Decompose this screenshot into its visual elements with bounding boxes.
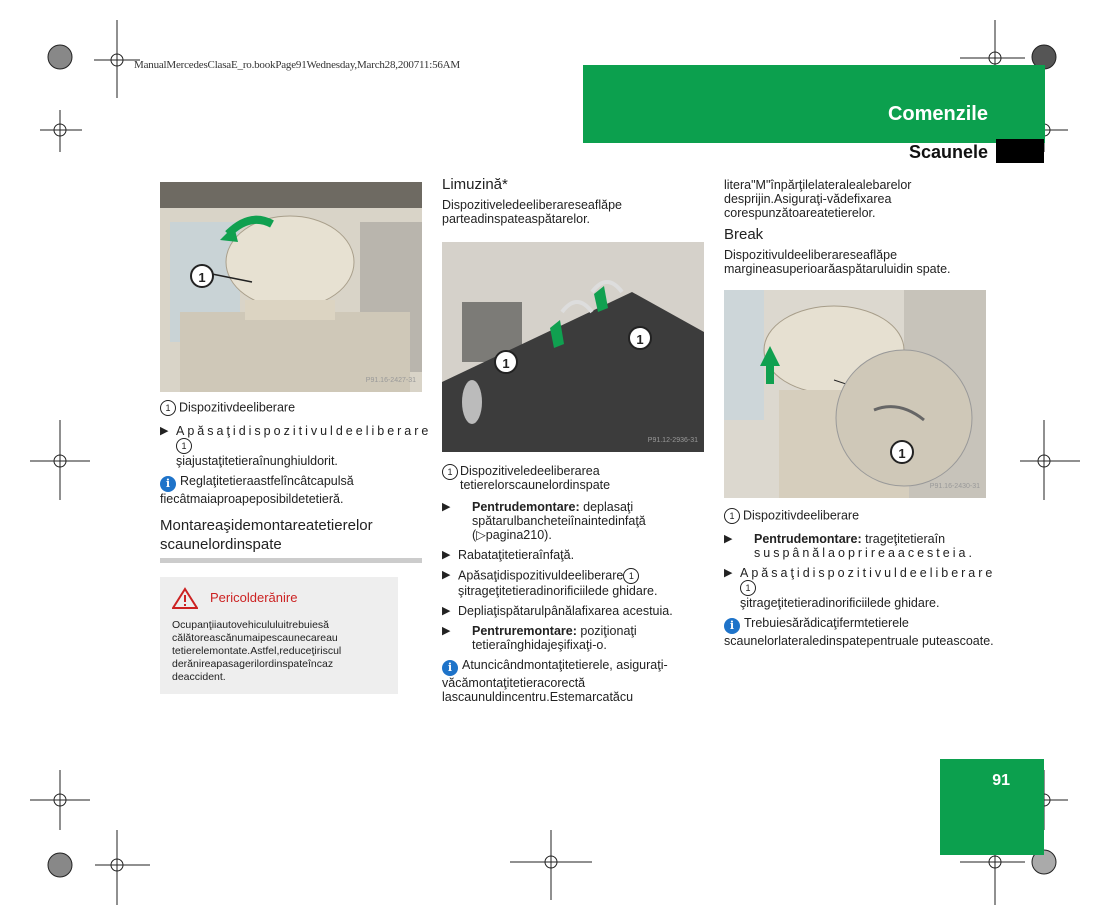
- column-1: [160, 182, 432, 694]
- photo-illustration: [442, 242, 704, 452]
- limuzina-heading: Limuzină*: [442, 176, 508, 193]
- step-item: [442, 548, 704, 562]
- step-text: deplasaţi spătarulbancheteiînaintedinfaţă (▷pagina210).: [472, 500, 646, 542]
- caption-text: Dispozitiveledeeliberarea tetierelorscaunelordinspate: [460, 464, 611, 492]
- release-photo-limuzina: [442, 242, 704, 452]
- callout-1-right: 1: [628, 326, 652, 350]
- bullet-arrow-icon: ▶: [724, 533, 733, 545]
- photo-code: P91.16-2427-31: [365, 377, 416, 384]
- info-icon: i: [442, 660, 458, 676]
- step-text-cont: şitrageţitetieradinorificiilede ghidare.: [740, 596, 940, 610]
- section-heading: Montareaşidemontareatetierelor scaunelordinspate: [160, 516, 422, 563]
- warning-header: [172, 587, 386, 609]
- step-item: [442, 604, 704, 618]
- warning-text: Ocupanţiiautovehicululuitrebuiesă călătoreascănumaipescaunecareau tetierelemontate.Astfel,reduceţiriscul derănireapasagerilordinspateîncaz deaccident.: [172, 619, 342, 683]
- step-label: Pentrudemontare:: [754, 532, 862, 546]
- step-item: [724, 566, 994, 610]
- bullet-arrow-icon: ▶: [442, 605, 451, 617]
- caption-number: 1: [160, 400, 176, 416]
- warning-triangle-icon: [172, 587, 198, 609]
- info-text: Trebuiesărădicaţifermtetierele scaunelorlateraledinspatepentruale puteascoate.: [724, 616, 994, 648]
- info-icon: i: [160, 476, 176, 492]
- photo-caption: [160, 400, 422, 416]
- headrest-photo-break: [724, 290, 986, 498]
- caption-number: 1: [724, 508, 740, 524]
- photo-code: P91.12-2936-31: [647, 437, 698, 444]
- bullet-arrow-icon: ▶: [442, 625, 451, 637]
- step-label: Pentruremontare:: [472, 624, 577, 638]
- info-note: [160, 474, 422, 506]
- bullet-arrow-icon: ▶: [442, 549, 451, 561]
- step-number: 1: [623, 568, 639, 584]
- step-item: [442, 500, 704, 542]
- step-item: [160, 424, 432, 468]
- step-text: Depliaţispătarulpânălafixarea acestuia.: [458, 604, 673, 618]
- callout-1: 1: [190, 264, 214, 288]
- bullet-arrow-icon: ▶: [442, 501, 451, 513]
- caption-text: Dispozitivdeeliberare: [743, 508, 860, 523]
- info-note: [724, 616, 994, 648]
- caption-text: Dispozitivdeeliberare: [179, 400, 296, 415]
- bullet-arrow-icon: ▶: [724, 567, 733, 579]
- column-2: [442, 178, 704, 712]
- column-3: [724, 178, 994, 656]
- step-item: [442, 568, 704, 598]
- break-intro-continued: litera"M"înpărţilelateralealebarelor desprijin.Asiguraţi-vădefixarea corespunzătoareatetierelor.: [724, 178, 912, 220]
- step-text: Rabataţitetieraînfaţă.: [458, 548, 575, 562]
- info-note: [442, 658, 704, 704]
- warning-box: [160, 577, 398, 694]
- break-text: Dispozitivuldeeliberareseaflăpe margineasuperioarăaspătaruluidin spate.: [724, 248, 951, 276]
- bullet-arrow-icon: ▶: [442, 569, 451, 581]
- callout-1-left: 1: [494, 350, 518, 374]
- page-number: 91: [992, 772, 1010, 789]
- break-heading: Break: [724, 226, 764, 243]
- chapter-title: Scaunele: [908, 142, 988, 162]
- step-number: 1: [740, 580, 756, 596]
- chapter-marker: [996, 139, 1044, 163]
- photo-illustration: [724, 290, 986, 498]
- step-text: Apăsaţidispozitivuldeeliberare: [176, 424, 432, 438]
- step-number: 1: [176, 438, 192, 454]
- headrest-photo-front: [160, 182, 422, 392]
- step-text: trageţitetieraîn: [861, 532, 946, 546]
- section-title: Comenzile: [887, 103, 988, 125]
- step-text-cont: suspânălaoprireaacesteia.: [754, 546, 975, 560]
- step-text-cont: şitrageţitetieradinorificiilede ghidare.: [458, 584, 658, 598]
- step-text-cont: şiajustaţitetieraînunghiuldorit.: [176, 454, 338, 468]
- book-header-line: ManualMercedesClasaE_ro.bookPage91Wednesday,March28,200711:56AM: [134, 59, 461, 71]
- limuzina-intro: Dispozitiveledeeliberareseaflăpe parteadinspateaspătarelor.: [442, 198, 622, 226]
- step-text: Apăsaţidispozitivuldeeliberare: [458, 568, 624, 583]
- step-item: [442, 624, 704, 652]
- info-icon: i: [724, 618, 740, 634]
- step-text: poziţionaţi tetieraînghidajeşifixaţi-o.: [472, 624, 637, 652]
- callout-1: 1: [890, 440, 914, 464]
- caption-number: 1: [442, 464, 458, 480]
- bullet-arrow-icon: ▶: [160, 425, 169, 437]
- warning-title: Pericolderănire: [210, 590, 298, 605]
- info-text: Reglaţitetieraastfelîncâtcapulsă fiecâtmaiaproapeposibildetetieră.: [160, 474, 354, 506]
- step-text: Apăsaţidispozitivuldeeliberare: [740, 566, 996, 580]
- info-text: Atuncicândmontaţitetierele, asiguraţi-văcămontaţitetieracorectă lascaunuldincentru.Estemarcatăcu: [442, 658, 668, 704]
- photo-caption: [724, 508, 994, 524]
- step-item: [724, 532, 994, 560]
- photo-code: P91.16-2430-31: [929, 483, 980, 490]
- step-label: Pentrudemontare:: [472, 500, 580, 514]
- photo-caption: [442, 464, 704, 492]
